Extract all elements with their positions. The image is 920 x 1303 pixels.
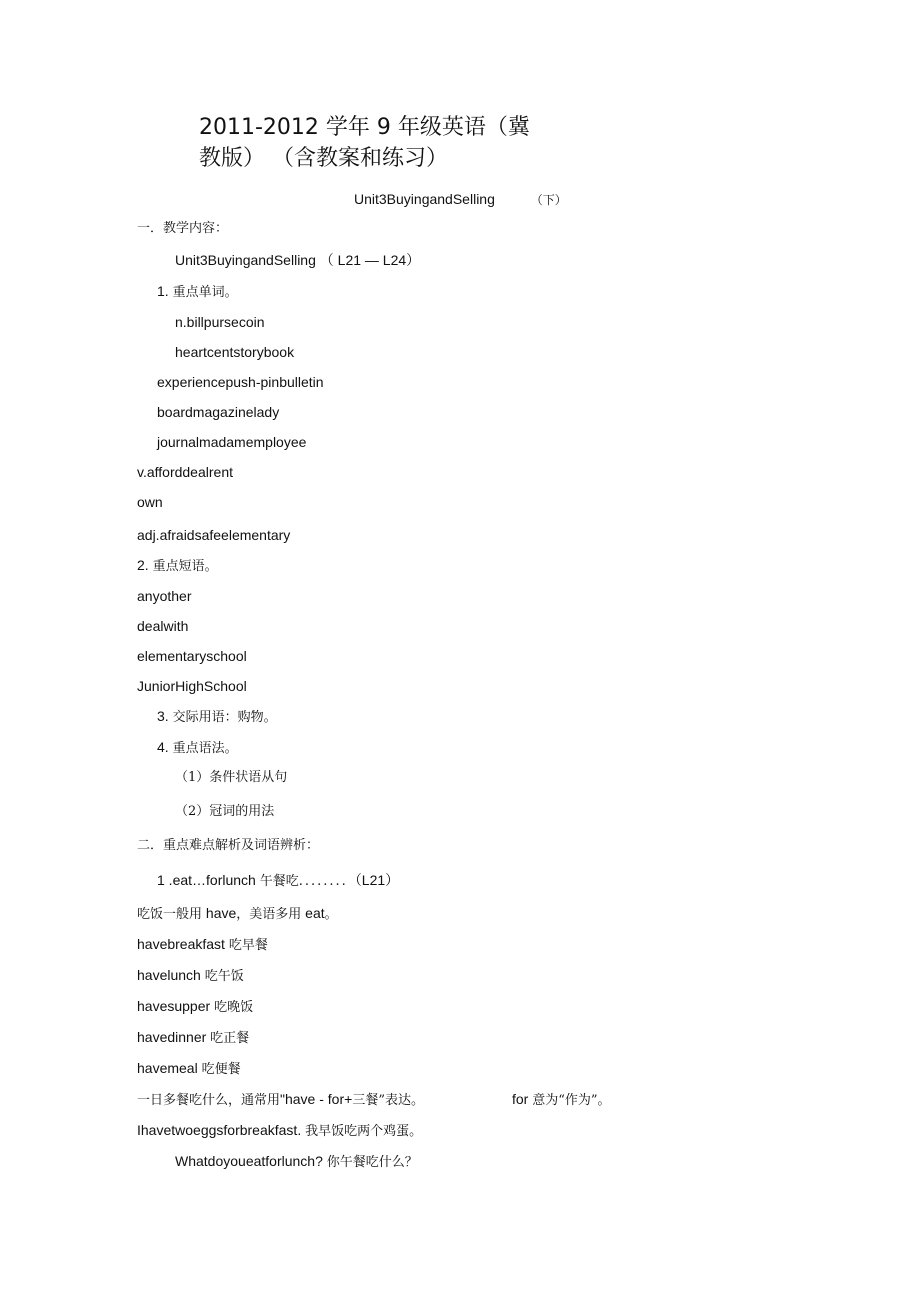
word-line: heartcentstorybook bbox=[175, 344, 295, 360]
item-1 bbox=[157, 282, 238, 302]
rule-text: 一日多餐吃什么，通常用 bbox=[137, 1093, 281, 1108]
usage-word-eat: eat bbox=[301, 905, 325, 921]
point-1 bbox=[157, 871, 399, 891]
item-1-label: 重点单词。 bbox=[172, 285, 238, 300]
word-line: n.billpursecoin bbox=[175, 314, 265, 330]
example-english: Ihavetwoeggsforbreakfast. bbox=[137, 1122, 302, 1138]
word-line: own bbox=[137, 494, 163, 510]
item-3 bbox=[157, 707, 277, 727]
point-1-chinese: 午餐吃 bbox=[259, 874, 299, 889]
grammar-item: （1）条件状语从句 bbox=[175, 770, 288, 785]
item-4-number: 4. bbox=[157, 739, 169, 755]
point-1-english: 1 .eat…forlunch bbox=[157, 872, 256, 888]
meal-line bbox=[137, 997, 253, 1017]
section-1-heading: 一．教学内容： bbox=[137, 221, 229, 236]
rule-word-for: for bbox=[512, 1091, 529, 1107]
meal-line bbox=[137, 1059, 241, 1079]
title-line-1: 2011-2012 学年 9 年级英语（冀 bbox=[199, 115, 530, 140]
rule-text: 三餐”表达。 bbox=[352, 1093, 424, 1108]
rule-text: 意为“作为”。 bbox=[532, 1093, 611, 1108]
usage-text: ，美语多用 bbox=[236, 907, 302, 922]
word-line: v.afforddealrent bbox=[137, 464, 233, 480]
usage-text: 吃饭一般用 bbox=[137, 907, 203, 922]
meal-chinese: 吃午饭 bbox=[204, 969, 244, 984]
phrase-line: JuniorHighSchool bbox=[137, 678, 247, 694]
meal-english: havebreakfast bbox=[137, 936, 225, 952]
point-1-dots: ........ bbox=[298, 874, 348, 889]
example-sentence bbox=[175, 1152, 418, 1172]
item-2-label: 重点短语。 bbox=[152, 559, 218, 574]
title-line-2: 教版） （含教案和练习） bbox=[199, 146, 448, 171]
unit-subtitle bbox=[354, 190, 567, 209]
item-1-number: 1. bbox=[157, 283, 169, 299]
phrase-line: elementaryschool bbox=[137, 648, 247, 664]
meal-english: havesupper bbox=[137, 998, 211, 1014]
meal-chinese: 吃正餐 bbox=[210, 1031, 250, 1046]
rule-for-meaning bbox=[512, 1090, 611, 1110]
example-english: Whatdoyoueatforlunch? bbox=[175, 1153, 323, 1169]
phrase-line: dealwith bbox=[137, 618, 189, 634]
meal-line bbox=[137, 935, 268, 955]
item-3-label: 交际用语：购物。 bbox=[172, 710, 277, 725]
grammar-item: （2）冠词的用法 bbox=[175, 804, 275, 819]
meal-english: havedinner bbox=[137, 1029, 207, 1045]
part-label: （下） bbox=[530, 193, 567, 207]
word-line: adj.afraidsafeelementary bbox=[137, 527, 291, 543]
example-sentence bbox=[137, 1121, 422, 1141]
example-chinese: 我早饭吃两个鸡蛋。 bbox=[305, 1124, 423, 1139]
unit-range: Unit3BuyingandSelling （ L21 — L24） bbox=[175, 252, 421, 268]
meal-line bbox=[137, 1028, 249, 1048]
item-2 bbox=[137, 556, 218, 576]
word-line: journalmadamemployee bbox=[157, 434, 307, 450]
word-line: experiencepush-pinbulletin bbox=[157, 374, 324, 390]
section-2-heading: 二．重点难点解析及词语辨析： bbox=[137, 838, 320, 853]
meal-chinese: 吃早餐 bbox=[228, 938, 268, 953]
usage-word-have: have bbox=[202, 905, 237, 921]
unit-name: Unit3BuyingandSelling bbox=[354, 191, 495, 207]
meal-chinese: 吃便餐 bbox=[201, 1062, 241, 1077]
item-4 bbox=[157, 738, 238, 758]
meal-english: havemeal bbox=[137, 1060, 198, 1076]
meal-chinese: 吃晚饭 bbox=[214, 1000, 254, 1015]
phrase-line: anyother bbox=[137, 588, 192, 604]
item-2-number: 2. bbox=[137, 557, 149, 573]
usage-note bbox=[137, 904, 338, 924]
point-1-lesson-ref: （L21） bbox=[347, 872, 400, 888]
item-3-number: 3. bbox=[157, 708, 169, 724]
meal-line bbox=[137, 966, 244, 986]
word-line: boardmagazinelady bbox=[157, 404, 280, 420]
example-chinese: 你午餐吃什么？ bbox=[326, 1155, 418, 1170]
item-4-label: 重点语法。 bbox=[172, 741, 238, 756]
meal-english: havelunch bbox=[137, 967, 201, 983]
rule-pattern: "have - for+ bbox=[280, 1091, 353, 1107]
rule-note bbox=[137, 1090, 424, 1110]
usage-text: 。 bbox=[324, 907, 338, 922]
